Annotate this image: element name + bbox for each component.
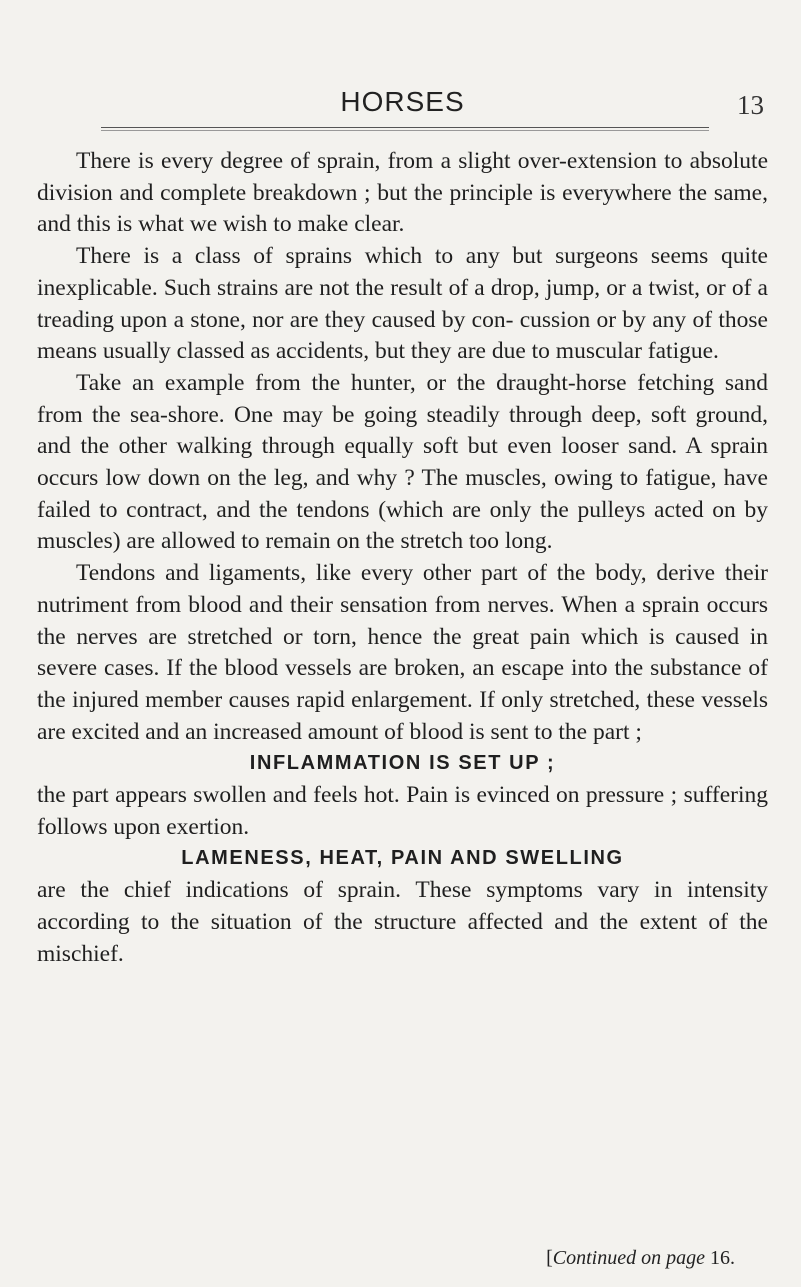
paragraph-3: Take an example from the hunter, or the draught-horse fetching sand from the sea-shore. One may be going steadily through deep, soft ground, and the other walking through equally soft but even looser sand. A sprain occurs low down on the leg, and why ? The muscles, owing to fatigue, have failed to contract, and the tendons (which are only the pulleys acted on by muscles) are allowed to remain on the stretch too long. [37, 369, 768, 555]
paragraph-4: Tendons and ligaments, like every other part of the body, derive their nutriment from blood and their sensation from nerves. When a sprain occurs the nerves are stretched or torn, hence the great pain which is caused in severe cases. If the blood vessels are broken, an escape into the substance of the injured member causes rapid enlargement. If only stretched, these vessels are excited and an increased amount of blood is sent to the part ; [37, 560, 768, 745]
continued-bracket: [ [546, 1247, 553, 1269]
running-head [37, 86, 768, 122]
paragraph-after-heading-1: the part appears swollen and feels hot. Pain is evinced on pressure ; suffering follows upon exertion. [37, 782, 768, 840]
body-text [37, 146, 768, 970]
continued-note [546, 1247, 735, 1270]
section-heading-lameness: LAMENESS, HEAT, PAIN AND SWELLING [181, 847, 624, 870]
continued-label: Continued on page [552, 1247, 705, 1269]
header-rule [101, 127, 709, 128]
header-rule-secondary [101, 130, 709, 131]
section-heading-inflammation: INFLAMMATION IS SET UP ; [249, 752, 556, 775]
page-number: 13 [737, 90, 764, 120]
running-title: HORSES [340, 86, 465, 117]
paragraph-after-heading-2: are the chief indications of sprain. These symptoms vary in intensity according to the situation of the structure affected and the extent of the mischief. [37, 877, 768, 967]
continued-page: 16. [710, 1247, 735, 1269]
paragraph-1: There is every degree of sprain, from a slight over-extension to absolute division and complete breakdown ; but the principle is everywhere the same, and this is what we wish to make clear. [37, 148, 768, 238]
paragraph-2: There is a class of sprains which to any but surgeons seems quite inexplicable. Such strains are not the result of a drop, jump, or a twist, or of a treading upon a stone, nor are they caused by con- cussion or by any of those means usually classed as accidents, but they are due to muscular fatigue. [37, 243, 768, 365]
